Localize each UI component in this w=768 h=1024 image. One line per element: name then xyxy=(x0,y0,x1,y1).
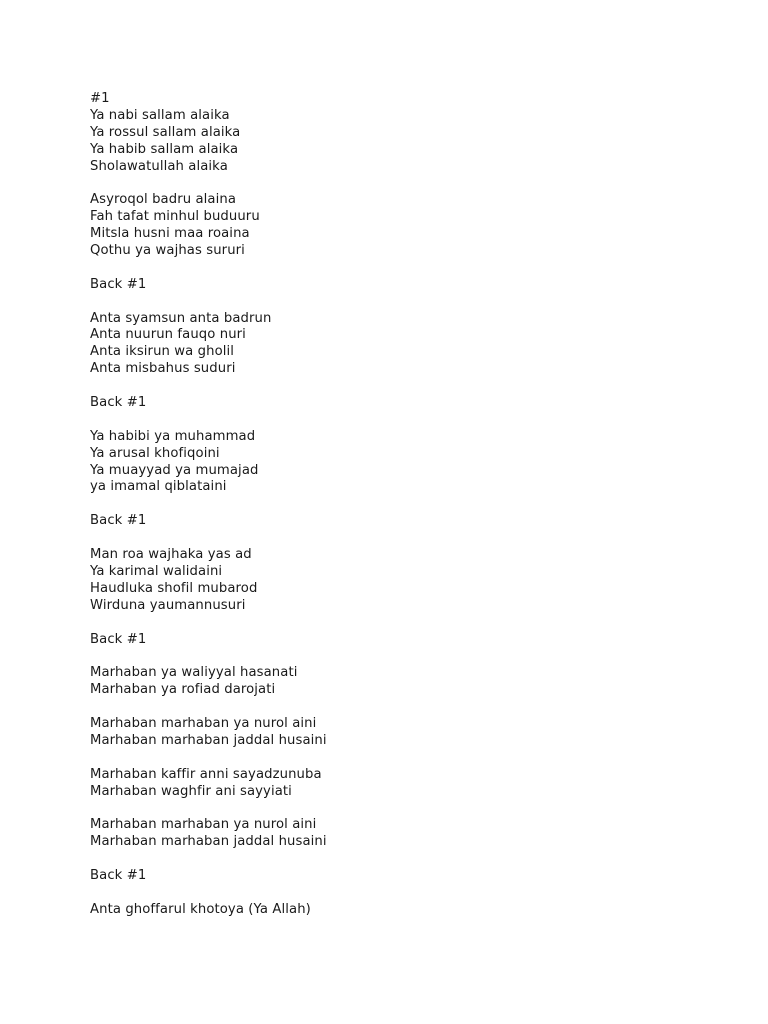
chorus-marker: Back #1 xyxy=(90,395,147,411)
stanza-14 xyxy=(90,868,690,885)
stanza-5 xyxy=(90,395,690,412)
verse-line: Marhaban marhaban ya nurol aini xyxy=(90,715,317,731)
verse-line: Ya nabi sallam alaika xyxy=(90,107,230,123)
verse-line: Ya arusal khofiqoini xyxy=(90,445,220,461)
verse-line: Ya rossul sallam alaika xyxy=(90,124,241,140)
verse-line: Anta syamsun anta badrun xyxy=(90,310,272,326)
verse-line: Marhaban waghfir ani sayyiati xyxy=(90,783,292,799)
verse-line: ya imamal qiblataini xyxy=(90,479,227,495)
stanza-11 xyxy=(90,716,690,750)
verse-line: Marhaban ya waliyyal hasanati xyxy=(90,665,298,681)
verse-line: Anta ghoffarul khotoya (Ya Allah) xyxy=(90,901,311,917)
chorus-marker: Back #1 xyxy=(90,631,147,647)
verse-line: Ya habib sallam alaika xyxy=(90,141,239,157)
verse-line: Anta misbahus suduri xyxy=(90,361,236,377)
chorus-marker: Back #1 xyxy=(90,513,147,529)
verse-line: Haudluka shofil mubarod xyxy=(90,580,258,596)
stanza-2 xyxy=(90,192,690,260)
stanza-15 xyxy=(90,902,690,919)
verse-line: Marhaban marhaban ya nurol aini xyxy=(90,817,317,833)
verse-line: Anta nuurun fauqo nuri xyxy=(90,327,246,343)
stanza-13 xyxy=(90,817,690,851)
stanza-10 xyxy=(90,665,690,699)
verse-line: Ya habibi ya muhammad xyxy=(90,428,256,444)
verse-line: Marhaban marhaban jaddal husaini xyxy=(90,834,327,850)
verse-line: Wirduna yaumannusuri xyxy=(90,597,246,613)
verse-line: Ya karimal walidaini xyxy=(90,563,223,579)
lyrics-body xyxy=(90,91,690,936)
stanza-9 xyxy=(90,632,690,649)
chorus-marker: Back #1 xyxy=(90,276,147,292)
verse-line: Asyroqol badru alaina xyxy=(90,192,237,208)
verse-line: Marhaban ya rofiad darojati xyxy=(90,682,276,698)
verse-line: Ya muayyad ya mumajad xyxy=(90,462,259,478)
stanza-7 xyxy=(90,513,690,530)
verse-line: Fah tafat minhul buduuru xyxy=(90,209,260,225)
verse-line: Qothu ya wajhas sururi xyxy=(90,243,245,259)
verse-line: Marhaban marhaban jaddal husaini xyxy=(90,732,327,748)
verse-line: Sholawatullah alaika xyxy=(90,158,228,174)
stanza-1 xyxy=(90,91,690,175)
stanza-4 xyxy=(90,311,690,379)
verse-line: Anta iksirun wa gholil xyxy=(90,344,235,360)
verse-line: Man roa wajhaka yas ad xyxy=(90,547,252,563)
verse-line: #1 xyxy=(90,91,110,106)
chorus-marker: Back #1 xyxy=(90,867,147,883)
stanza-8 xyxy=(90,547,690,615)
stanza-6 xyxy=(90,429,690,497)
verse-line: Mitsla husni maa roaina xyxy=(90,226,250,242)
stanza-3 xyxy=(90,277,690,294)
verse-line: Marhaban kaffir anni sayadzunuba xyxy=(90,766,322,782)
stanza-12 xyxy=(90,767,690,801)
